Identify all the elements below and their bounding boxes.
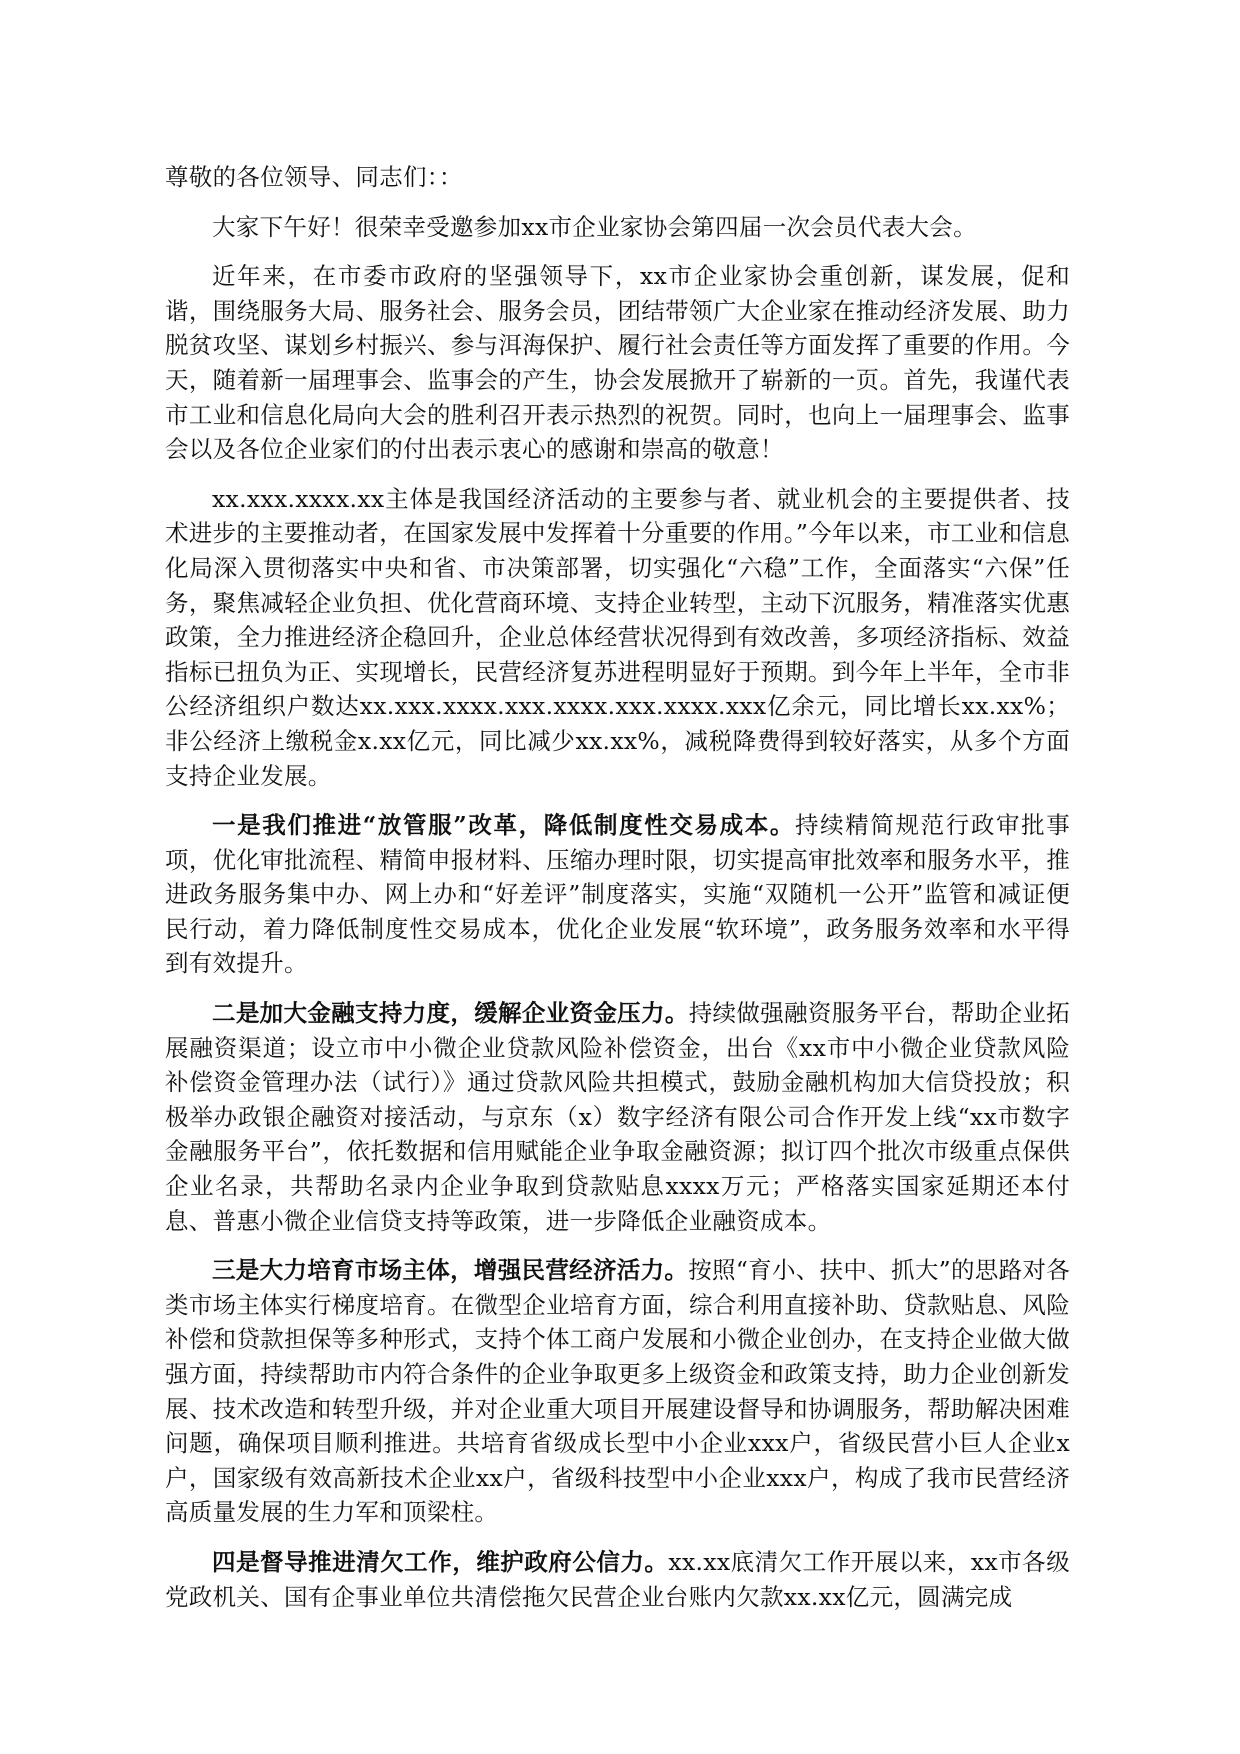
paragraph-background [165,259,1070,467]
paragraph-text: 持续做强融资服务平台，帮助企业拓展融资渠道；设立市中小微企业贷款风险补偿资金，出台《xx市中小微企业贷款风险补偿资金管理办法（试行）》通过贷款风险共担模式，鼓励金融机构加大信贷投放；积极举办政银企融资对接活动，与京东（x）数字经济有限公司合作开发上线“xx市数字金融服务平台”，依托数据和信用赋能企业争取金融资源；拟订四个批次市级重点保供企业名录，共帮助名录内企业争取到贷款贴息xxxx万元；严格落实国家延期还本付息、普惠小微企业信贷支持等政策，进一步降低企业融资成本。 [165,999,1070,1235]
paragraph-text: 持续精简规范行政审批事项，优化审批流程、精简申报材料、压缩办理时限，切实提高审批效率和服务水平，推进政务服务集中办、网上办和“好差评”制度落实，实施“双随机一公开”监管和减证便民行动，着力降低制度性交易成本，优化企业发展“软环境”，政务服务效率和水平得到有效提升。 [165,811,1070,978]
paragraph-text: xx.xx底清欠工作开展以来，xx市各级党政机关、国有企事业单位共清偿拖欠民营企业台账内欠款xx.xx亿元，圆满完成 [165,1547,1070,1611]
paragraph-text: 大家下午好！很荣幸受邀参加xx市企业家协会第四届一次会员代表大会。 [212,212,977,241]
paragraph-greeting [165,210,1070,245]
paragraph-lead: 二是加大金融支持力度，缓解企业资金压力。 [212,999,689,1028]
paragraph-point-4 [165,1545,1070,1614]
paragraph-point-1 [165,808,1070,981]
paragraph-economy [165,482,1070,793]
paragraph-point-2 [165,996,1070,1238]
paragraph-point-3 [165,1253,1070,1530]
paragraph-text: xx.xxx.xxxx.xx主体是我国经济活动的主要参与者、就业机会的主要提供者、技术进步的主要推动者，在国家发展中发挥着十分重要的作用。”今年以来，市工业和信息化局深入贯彻落实中央和省、市决策部署，切实强化“六稳”工作，全面落实“六保”任务，聚焦减轻企业负担、优化营商环境、支持企业转型，主动下沉服务，精准落实优惠政策，全力推进经济企稳回升，企业总体经营状况得到有效改善，多项经济指标、效益指标已扭负为正、实现增长，民营经济复苏进程明显好于预期。到今年上半年，全市非公经济组织户数达xx.xxx.xxxx.xxx.xxxx.xxx.xxxx.xxx亿余元，同比增长xx.xx%；非公经济上缴税金x.xx亿元，同比减少xx.xx%，减税降费得到较好落实，从多个方面支持企业发展。 [165,484,1070,790]
paragraph-lead: 三是大力培育市场主体，增强民营经济活力。 [212,1256,689,1285]
document-body [165,160,1070,1629]
paragraph-lead: 四是督导推进清欠工作，维护政府公信力。 [212,1547,669,1576]
paragraph-lead: 一是我们推进“放管服”改革，降低制度性交易成本。 [212,811,795,840]
paragraph-text: 按照“育小、扶中、抓大”的思路对各类市场主体实行梯度培育。在微型企业培育方面，综合利用直接补助、贷款贴息、风险补偿和贷款担保等多种形式，支持个体工商户发展和小微企业创办，在支持企业做大做强方面，持续帮助市内符合条件的企业争取更多上级资金和政策支持，助力企业创新发展、技术改造和转型升级，并对企业重大项目开展建设督导和协调服务，帮助解决困难问题，确保项目顺利推进。共培育省级成长型中小企业xxx户，省级民营小巨人企业x户，国家级有效高新技术企业xx户，省级科技型中小企业xxx户，构成了我市民营经济高质量发展的生力军和顶梁柱。 [165,1256,1070,1527]
paragraph-text: 近年来，在市委市政府的坚强领导下，xx市企业家协会重创新，谋发展，促和谐，围绕服务大局、服务社会、服务会员，团结带领广大企业家在推动经济发展、助力脱贫攻坚、谋划乡村振兴、参与洱海保护、履行社会责任等方面发挥了重要的作用。今天，随着新一届理事会、监事会的产生，协会发展掀开了崭新的一页。首先，我谨代表市工业和信息化局向大会的胜利召开表示热烈的祝贺。同时，也向上一届理事会、监事会以及各位企业家们的付出表示衷心的感谢和崇高的敬意！ [165,262,1070,464]
salutation: 尊敬的各位领导、同志们：： [165,163,463,191]
